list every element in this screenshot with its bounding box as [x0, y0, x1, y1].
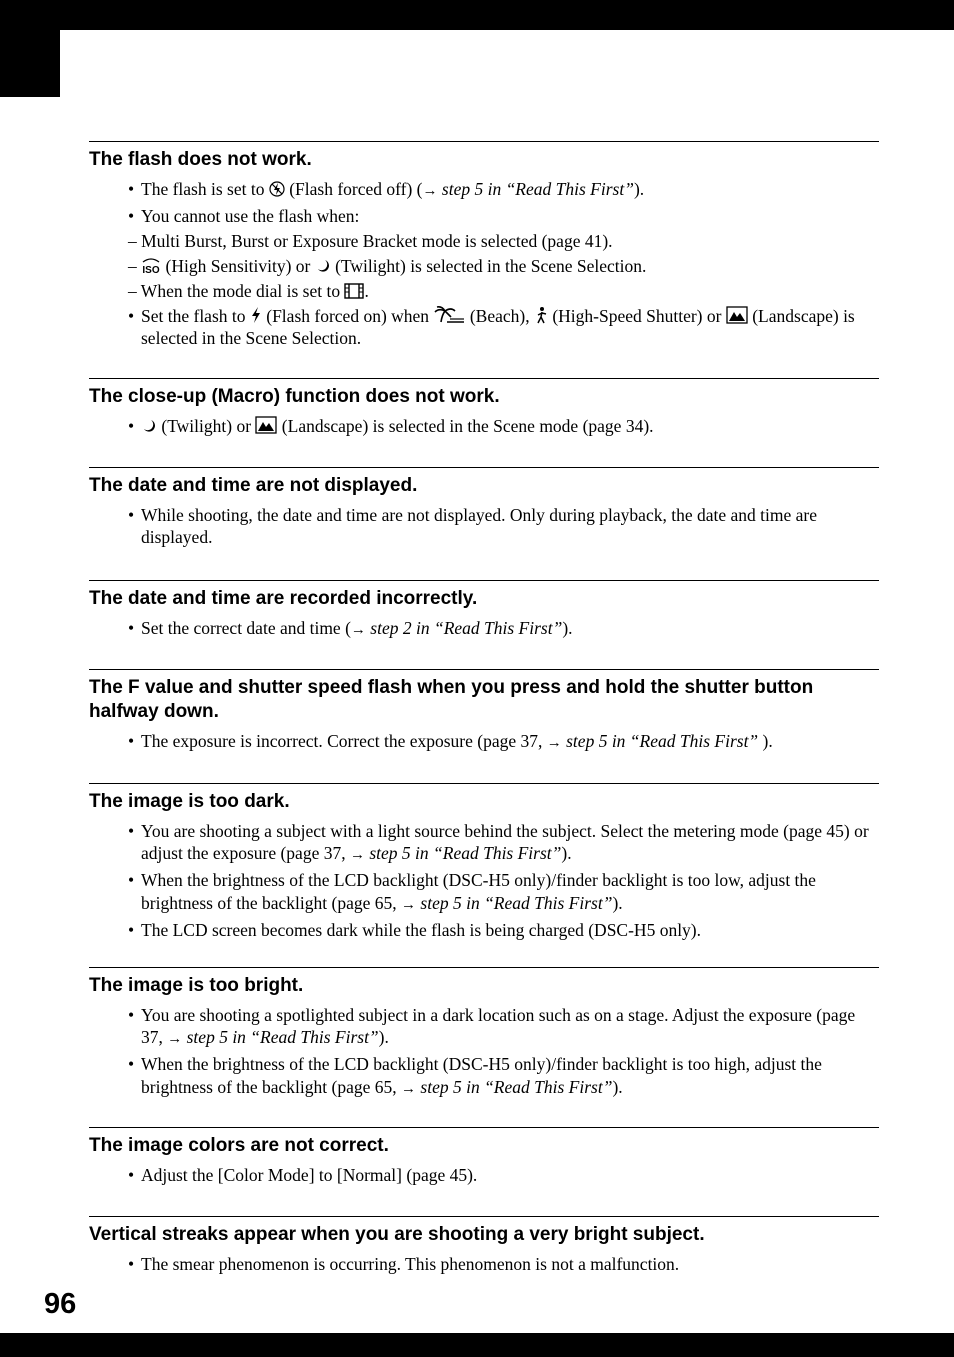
section-heading: The date and time are recorded incorrectly.: [89, 588, 478, 609]
flash-off-icon: [269, 181, 285, 197]
section-image-too-dark: [89, 783, 879, 941]
twilight-icon: [315, 258, 331, 274]
list-item: • You are shooting a subject with a light source behind the subject. Select the metering mode (page 45) or adjust the exposure (page 37, → step 5 in “Read This First”).: [128, 820, 879, 867]
section-date-not-displayed: [89, 467, 879, 549]
bottom-black-bar: [0, 1333, 954, 1357]
section-image-too-bright: [89, 967, 879, 1100]
section-heading: The F value and shutter speed flash when you press and hold the shutter button halfway down.: [89, 677, 814, 722]
section-heading: The image colors are not correct.: [89, 1135, 389, 1156]
section-heading: The flash does not work.: [89, 149, 312, 170]
list-item: • You are shooting a spotlighted subject in a dark location such as on a stage. Adjust the exposure (page 37, → step 5 in “Read This First”).: [128, 1004, 879, 1051]
list-item: • The smear phenomenon is occurring. This phenomenon is not a malfunction.: [128, 1253, 879, 1275]
top-black-bar: [0, 0, 954, 30]
flash-on-icon: [250, 306, 262, 324]
list-subitem: – When the mode dial is set to .: [128, 281, 369, 301]
section-heading: The image is too bright.: [89, 975, 304, 996]
list-item: • Set the correct date and time (→ step 2 in “Read This First”).: [128, 617, 879, 641]
section-heading: The image is too dark.: [89, 791, 290, 812]
section-heading: Vertical streaks appear when you are shooting a very bright subject.: [89, 1224, 705, 1245]
page-number: 96: [44, 1288, 77, 1320]
list-subitem: – ISO (High Sensitivity) or (Twilight) is selected in the Scene Selection.: [128, 256, 647, 276]
twilight-icon: [141, 418, 157, 434]
list-item: • (Twilight) or (Landscape) is selected in the Scene mode (page 34).: [128, 415, 879, 437]
svg-text:ISO: ISO: [142, 265, 160, 274]
list-item: • The exposure is incorrect. Correct the exposure (page 37, → step 5 in “Read This First” ).: [128, 730, 879, 754]
movie-mode-icon: [344, 283, 364, 299]
list-item: • When the brightness of the LCD backlight (DSC-H5 only)/finder backlight is too low, adjust the brightness of the backlight (page 65, → step 5 in “Read This First”).: [128, 869, 879, 916]
list-item: • The LCD screen becomes dark while the flash is being charged (DSC-H5 only).: [128, 919, 879, 941]
section-heading: The date and time are not displayed.: [89, 475, 418, 496]
beach-icon: [433, 306, 465, 324]
section-date-incorrect: [89, 580, 879, 641]
landscape-icon: [255, 416, 277, 434]
high-iso-icon: [141, 256, 161, 274]
list-item: • While shooting, the date and time are not displayed. Only during playback, the date and time are displayed.: [128, 504, 879, 549]
section-macro-not-work: [89, 378, 879, 437]
list-item: • Adjust the [Color Mode] to [Normal] (page 45).: [128, 1164, 879, 1186]
section-vertical-streaks: [89, 1216, 879, 1275]
list-item: • When the brightness of the LCD backlight (DSC-H5 only)/finder backlight is too high, adjust the brightness of the backlight (page 65, → step 5 in “Read This First”).: [128, 1053, 879, 1100]
section-heading: The close-up (Macro) function does not work.: [89, 386, 500, 407]
high-speed-shutter-icon: [534, 306, 548, 324]
list-item: • You cannot use the flash when:: [128, 205, 879, 227]
section-colors-not-correct: [89, 1127, 879, 1186]
section-flash-not-work: [89, 141, 879, 350]
landscape-icon: [726, 306, 748, 324]
section-index-tab: [0, 30, 60, 97]
list-subitem: – Multi Burst, Burst or Exposure Bracket mode is selected (page 41).: [128, 231, 613, 251]
list-item: • The flash is set to (Flash forced off) (→ step 5 in “Read This First”).: [128, 178, 879, 202]
section-f-value-flash: [89, 669, 879, 754]
list-item: • Set the flash to (Flash forced on) when (Beach), (High-Speed Shutter) or (Landscape) is selected in the Scene Selection.: [128, 305, 879, 350]
